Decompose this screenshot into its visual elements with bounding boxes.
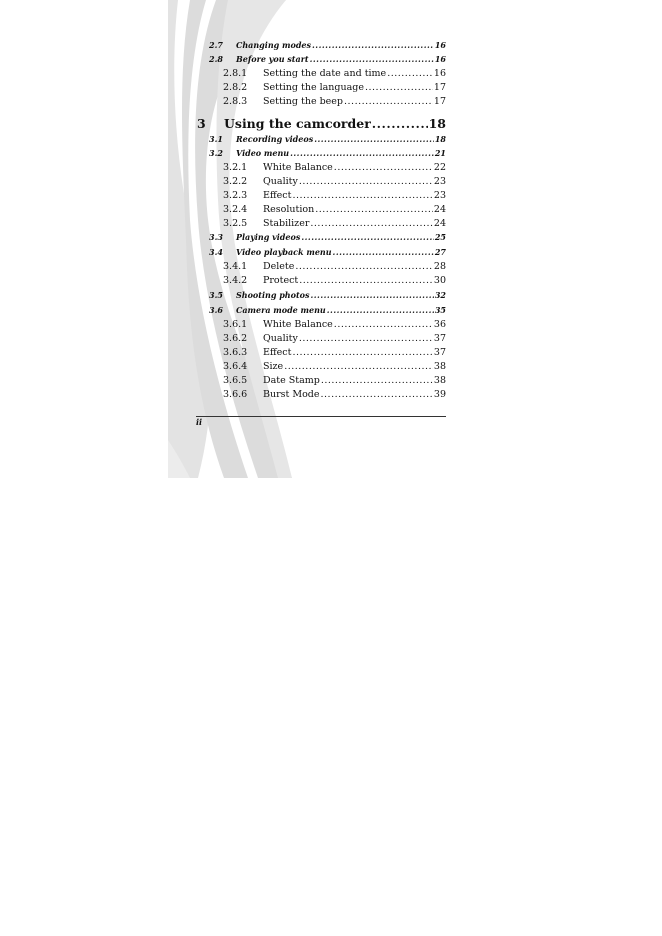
toc-entry-page: 37	[433, 347, 446, 358]
toc-entry-number: 3.6.3	[223, 347, 248, 358]
toc-entry-page: 22	[433, 162, 446, 173]
toc-entry-number: 2.8	[209, 54, 223, 64]
toc-entry-number: 3.2	[209, 148, 223, 158]
toc-entry-title: Before you start	[236, 54, 309, 64]
toc-entry-number: 3.6.5	[223, 375, 248, 386]
toc-entry-number: 3.5	[209, 290, 223, 300]
toc-entry-title: Recording videos	[236, 134, 314, 144]
toc-entry-page: 37	[433, 333, 446, 344]
toc-entry-page: 38	[433, 361, 446, 372]
toc-entry[interactable]	[168, 190, 446, 203]
toc-entry-number: 3.1	[209, 134, 223, 144]
toc-entry[interactable]	[168, 275, 446, 288]
toc-entry-number: 3.2.5	[223, 218, 248, 229]
toc-entry-title: Quality	[263, 176, 298, 187]
toc-dot-leader	[333, 247, 434, 257]
toc-entry[interactable]	[168, 96, 446, 109]
toc-entry[interactable]	[168, 162, 446, 175]
toc-entry[interactable]	[168, 290, 446, 303]
toc-dot-leader	[372, 116, 428, 131]
toc-entry[interactable]	[168, 361, 446, 374]
toc-entry[interactable]	[168, 305, 446, 318]
toc-entry[interactable]	[168, 375, 446, 388]
toc-entry-title: Delete	[263, 261, 295, 272]
toc-entry-title: Using the camcorder	[224, 116, 371, 131]
toc-entry-number: 2.8.1	[223, 68, 248, 79]
toc-entry[interactable]	[168, 82, 446, 95]
toc-entry[interactable]	[168, 176, 446, 189]
toc-dot-leader	[387, 68, 433, 79]
toc-dot-leader	[310, 290, 433, 300]
toc-entry-title: Playing videos	[236, 232, 301, 242]
toc-entry[interactable]	[168, 389, 446, 402]
toc-entry[interactable]	[168, 134, 446, 147]
toc-dot-leader	[315, 204, 433, 215]
toc-entry-title: Quality	[263, 333, 298, 344]
toc-entry-page: 32	[434, 290, 446, 300]
toc-dot-leader	[292, 190, 432, 201]
toc-dot-leader	[365, 82, 433, 93]
toc-entry[interactable]	[168, 333, 446, 346]
toc-entry-number: 3.6.4	[223, 361, 248, 372]
toc-entry-page: 16	[433, 68, 446, 79]
toc-entry[interactable]	[168, 68, 446, 81]
toc-entry[interactable]	[168, 148, 446, 161]
toc-entry-title: Video playback menu	[236, 247, 332, 257]
toc-entry-title: Date Stamp	[263, 375, 320, 386]
toc-entry-page: 23	[433, 190, 446, 201]
toc-entry-title: Effect	[263, 347, 292, 358]
toc-entry-page: 17	[433, 96, 446, 107]
toc-entry-page: 28	[433, 261, 446, 272]
toc-entry[interactable]	[168, 54, 446, 67]
footer-rule	[196, 416, 446, 417]
toc-entry-title: Changing modes	[236, 40, 311, 50]
footer-page-number: ii	[196, 417, 203, 427]
toc-entry-number: 3	[197, 116, 206, 131]
toc-dot-leader	[321, 375, 433, 386]
toc-entry-page: 25	[434, 232, 446, 242]
toc-entry-number: 3.4.1	[223, 261, 248, 272]
toc-entry[interactable]	[168, 218, 446, 231]
toc-dot-leader	[299, 176, 433, 187]
toc-dot-leader	[327, 305, 434, 315]
toc-dot-leader	[334, 162, 433, 173]
toc-entry-page: 16	[434, 40, 446, 50]
toc-entry-page: 27	[434, 247, 446, 257]
toc-entry-page: 18	[434, 134, 446, 144]
toc-entry[interactable]	[168, 116, 446, 134]
toc-dot-leader	[312, 40, 434, 50]
toc-entry-title: White Balance	[263, 162, 333, 173]
toc-entry-title: Setting the beep	[263, 96, 344, 107]
toc-entry-page: 35	[434, 305, 446, 315]
toc-dot-leader	[284, 361, 433, 372]
toc-dot-leader	[299, 333, 433, 344]
toc-entry[interactable]	[168, 319, 446, 332]
toc-entry-page: 24	[433, 204, 446, 215]
toc-entry[interactable]	[168, 347, 446, 360]
toc-dot-leader	[295, 261, 433, 272]
toc-dot-leader	[344, 96, 433, 107]
toc-entry-page: 16	[434, 54, 446, 64]
toc-entry-number: 2.8.2	[223, 82, 248, 93]
toc-entry-page: 21	[434, 148, 446, 158]
toc-entry-number: 3.6.6	[223, 389, 248, 400]
toc-entry-title: Resolution	[263, 204, 315, 215]
toc-entry-title: Camera mode menu	[236, 305, 326, 315]
toc-entry-number: 3.3	[209, 232, 223, 242]
toc-entry-page: 24	[433, 218, 446, 229]
toc-entry-title: Video menu	[236, 148, 290, 158]
toc-entry-title: Size	[263, 361, 284, 372]
toc-dot-leader	[292, 347, 432, 358]
toc-entry-page: 30	[433, 275, 446, 286]
toc-entry-title: Burst Mode	[263, 389, 320, 400]
toc-entry-number: 3.2.4	[223, 204, 248, 215]
toc-entry-title: White Balance	[263, 319, 333, 330]
toc-entry[interactable]	[168, 40, 446, 53]
toc-entry-number: 2.7	[209, 40, 223, 50]
toc-dot-leader	[321, 389, 433, 400]
toc-entry[interactable]	[168, 261, 446, 274]
toc-entry-number: 2.8.3	[223, 96, 248, 107]
toc-entry-page: 36	[433, 319, 446, 330]
toc-entry-page: 18	[428, 116, 446, 131]
toc-entry-title: Stabilizer	[263, 218, 310, 229]
toc-entry[interactable]	[168, 247, 446, 260]
toc-dot-leader	[334, 319, 433, 330]
toc-dot-leader	[310, 54, 434, 64]
toc-entry[interactable]	[168, 204, 446, 217]
toc-entry-title: Shooting photos	[236, 290, 310, 300]
toc-dot-leader	[301, 232, 434, 242]
toc-entry-number: 3.6.1	[223, 319, 248, 330]
toc-entry-number: 3.2.2	[223, 176, 248, 187]
toc-entry-title: Setting the date and time	[263, 68, 387, 79]
toc-dot-leader	[299, 275, 433, 286]
toc-entry-number: 3.2.3	[223, 190, 248, 201]
toc-entry-page: 23	[433, 176, 446, 187]
toc-dot-leader	[314, 134, 434, 144]
toc-entry-page: 38	[433, 375, 446, 386]
toc-entry-number: 3.4	[209, 247, 223, 257]
toc-entry-number: 3.4.2	[223, 275, 248, 286]
toc-dot-leader	[290, 148, 434, 158]
toc-dot-leader	[310, 218, 433, 229]
toc-entry-number: 3.6.2	[223, 333, 248, 344]
toc-entry[interactable]	[168, 232, 446, 245]
toc-entry-title: Protect	[263, 275, 299, 286]
toc-entry-number: 3.2.1	[223, 162, 248, 173]
toc-entry-title: Setting the language	[263, 82, 364, 93]
toc-entry-number: 3.6	[209, 305, 223, 315]
toc-entry-page: 17	[433, 82, 446, 93]
toc-entry-page: 39	[433, 389, 446, 400]
toc-entry-title: Effect	[263, 190, 292, 201]
